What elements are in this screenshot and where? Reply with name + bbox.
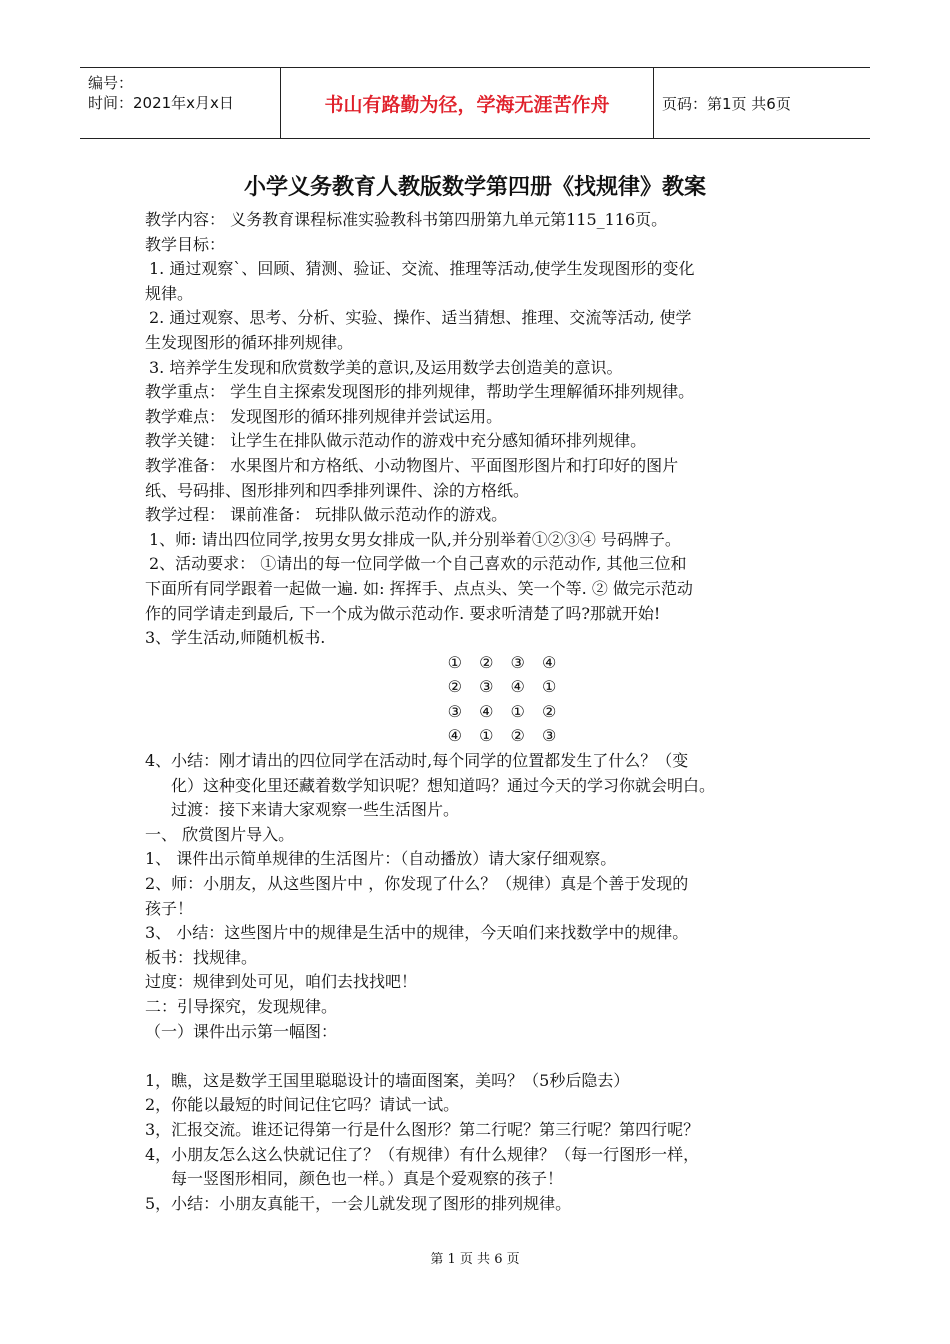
text-line: 2、师：小朋友，从这些图片中 ，你发现了什么？（规律）真是个善于发现的 xyxy=(145,874,689,894)
document-body xyxy=(145,208,825,1216)
text-line: （一）课件出示第一幅图： xyxy=(145,1021,338,1041)
header-motto-cell xyxy=(281,68,654,138)
text-line: 2. 通过观察、思考、分析、实验、操作、适当猜想、推理、交流等活动, 使学 xyxy=(149,308,692,328)
text-line: 过度：规律到处可见，咱们去找找吧！ xyxy=(145,972,418,992)
motto-text: 书山有路勤为径，学海无涯苦作舟 xyxy=(324,93,610,116)
text-line: 生发现图形的循环排列规律。 xyxy=(145,332,354,352)
text-line: 纸、号码排、图形排列和四季排列课件、涂的方格纸。 xyxy=(145,480,530,500)
document-title: 小学义务教育人教版数学第四册《找规律》教案 xyxy=(243,175,706,200)
text-line: 2，你能以最短的时间记住它吗？请试一试。 xyxy=(145,1095,460,1115)
text-line: 3、学生活动,师随机板书. xyxy=(145,628,326,648)
text-line: 1、师: 请出四位同学,按男女男女排成一队,并分别举着①②③④ 号码牌子。 xyxy=(149,529,681,549)
text-line: 教学难点： 发现图形的循环排列规律并尝试运用。 xyxy=(145,406,503,426)
circle-row: ④ ① ② ③ xyxy=(447,726,563,746)
text-line: 每一竖图形相同，颜色也一样。）真是个爱观察的孩子！ xyxy=(171,1169,564,1189)
text-line: 作的同学请走到最后, 下一个成为做示范动作. 要求听清楚了吗?那就开始! xyxy=(145,603,661,623)
text-line: 二：引导探究，发现规律。 xyxy=(145,997,338,1016)
text-line: 2、活动要求： ①请出的每一位同学做一个自己喜欢的示范动作, 其他三位和 xyxy=(149,554,687,574)
text-line: 1，瞧，这是数学王国里聪聪设计的墙面图案，美吗？（5秒后隐去） xyxy=(145,1070,630,1090)
text-line: 4，小朋友怎么这么快就记住了？（有规律）有什么规律？（每一行图形一样， xyxy=(145,1144,700,1164)
circle-row: ① ② ③ ④ xyxy=(447,652,563,672)
time-label: 时间：2021年x月x日 xyxy=(88,94,234,112)
header-page-cell xyxy=(654,68,870,138)
text-line: 教学内容： 义务教育课程标准实验教科书第四册第九单元第115_116页。 xyxy=(145,210,668,229)
text-line: 4、小结：刚才请出的四位同学在活动时,每个同学的位置都发生了什么？（变 xyxy=(145,751,689,771)
text-line: 过渡：接下来请大家观察一些生活图片。 xyxy=(171,800,460,820)
text-line: 孩子！ xyxy=(145,898,194,918)
page-label: 页码：第1页 共6页 xyxy=(662,94,791,113)
text-line: 3. 培养学生发现和欣赏数学美的意识,及运用数学去创造美的意识。 xyxy=(149,357,623,377)
page-footer: 第 1 页 共 6 页 xyxy=(430,1252,520,1267)
blank-line xyxy=(145,1044,825,1069)
text-line: 教学过程： 课前准备： 玩排队做示范动作的游戏。 xyxy=(145,505,508,525)
text-line: 下面所有同学跟着一起做一遍. 如: 挥挥手、点点头、笑一个等. ② 做完示范动 xyxy=(145,578,693,598)
header-info-cell xyxy=(80,68,281,138)
page-header xyxy=(80,67,870,139)
text-line: 教学准备： 水果图片和方格纸、小动物图片、平面图形图片和打印好的图片 xyxy=(145,455,679,475)
text-line: 3、 小结：这些图片中的规律是生活中的规律，今天咱们来找数学中的规律。 xyxy=(145,923,689,943)
text-line: 3，汇报交流。谁还记得第一行是什么图形？第二行呢？第三行呢？第四行呢？ xyxy=(145,1119,700,1139)
text-line: 教学重点： 学生自主探索发现图形的排列规律，帮助学生理解循环排列规律。 xyxy=(145,382,695,402)
text-line: 教学关键： 让学生在排队做示范动作的游戏中充分感知循环排列规律。 xyxy=(145,431,647,451)
text-line: 教学目标： xyxy=(145,234,226,254)
text-line: 规律。 xyxy=(145,283,194,303)
text-line: 1、 课件出示简单规律的生活图片：（自动播放）请大家仔细观察。 xyxy=(145,849,617,869)
text-line: 化）这种变化里还藏着数学知识呢？想知道吗？通过今天的学习你就会明白。 xyxy=(171,775,716,795)
text-line: 1. 通过观察`、回顾、猜测、验证、交流、推理等活动,使学生发现图形的变化 xyxy=(149,259,695,279)
circle-row: ② ③ ④ ① xyxy=(447,677,563,697)
number-label: 编号： xyxy=(88,74,134,92)
text-line: 板书：找规律。 xyxy=(145,947,258,967)
circle-row: ③ ④ ① ② xyxy=(447,701,563,721)
text-line: 5，小结：小朋友真能干，一会儿就发现了图形的排列规律。 xyxy=(145,1193,572,1213)
text-line: 一、 欣赏图片导入。 xyxy=(145,824,295,844)
